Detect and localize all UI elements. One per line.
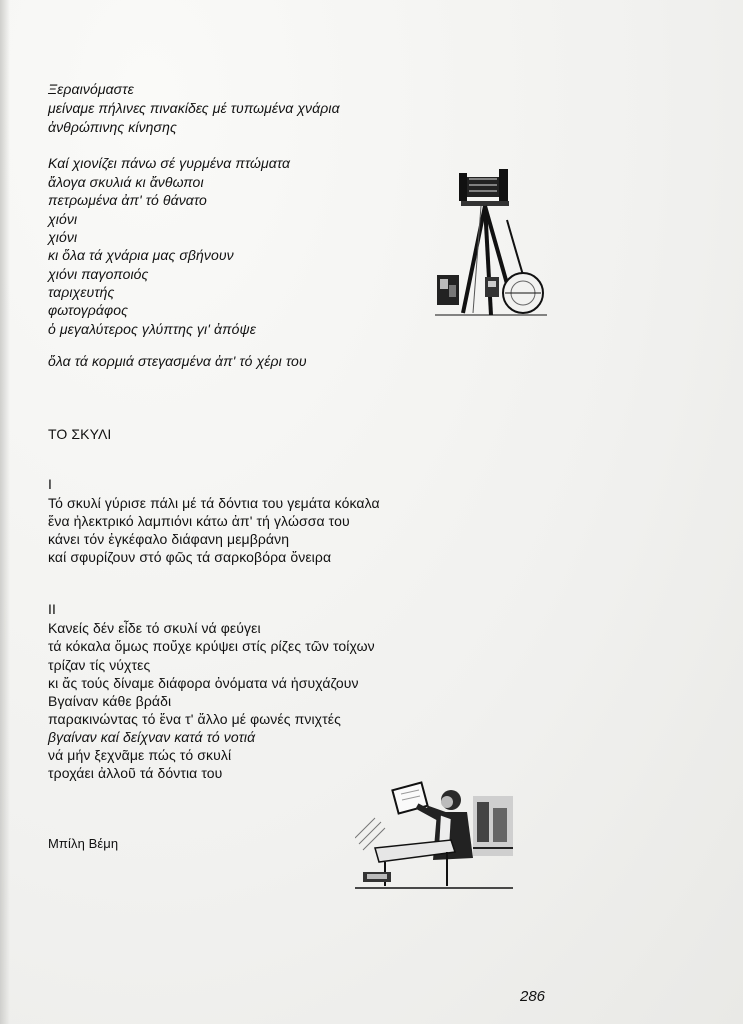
- poem2-line: Βγαίναν κάθε βράδι: [48, 693, 172, 709]
- poem1-line: χιόνι παγοποιός: [48, 266, 149, 282]
- photographer-illustration: [355, 778, 515, 892]
- poem2-line: νά μήν ξεχνᾶμε πώς τό σκυλί: [48, 747, 232, 763]
- poem1-line: χιόνι: [48, 211, 78, 227]
- poem1-line: πετρωμένα ἀπ' τό θάνατο: [48, 192, 207, 208]
- poem2-line: Κανείς δέν εἶδε τό σκυλί νά φεύγει: [48, 620, 261, 636]
- poem1-line: Ξεραινόμαστε: [48, 81, 134, 97]
- poem2-line: τροχάει ἀλλοῦ τά δόντια του: [48, 765, 223, 781]
- poem1-line: μείναμε πήλινες πινακίδες μέ τυπωμένα χνάρια: [48, 100, 340, 116]
- poem2-line: βγαίναν καί δείχναν κατά τό νοτιά: [48, 729, 256, 745]
- part-numeral: Ι: [48, 476, 52, 492]
- camera-tripod-illustration: [435, 165, 550, 320]
- poem1-line: ἄλογα σκυλιά κι ἄνθωποι: [48, 174, 204, 190]
- poem2-line: κάνει τόν ἐγκέφαλο διάφανη μεμβράνη: [48, 531, 290, 547]
- poem2-title: ΤΟ ΣΚΥΛΙ: [48, 426, 112, 442]
- part-numeral: ΙΙ: [48, 601, 56, 617]
- poem2-line: ἕνα ἠλεκτρικό λαμπιόνι κάτω ἀπ' τή γλώσσα του: [48, 513, 350, 529]
- poem1-line: κι ὅλα τά χνάρια μας σβήνουν: [48, 247, 234, 263]
- poem1-line: φωτογράφος: [48, 302, 129, 318]
- poem2-line: τρίζαν τίς νύχτες: [48, 657, 151, 673]
- poem1-line: ἀνθρώπινης κίνησης: [48, 119, 177, 135]
- page-edge-shadow: [0, 0, 10, 1024]
- poem1-line: χιόνι: [48, 229, 78, 245]
- poem1-line: ὅλα τά κορμιά στεγασμένα ἀπ' τό χέρι του: [48, 353, 307, 369]
- poem2-line: τά κόκαλα ὅμως ποὔχε κρύψει στίς ρίζες τῶν τοίχων: [48, 638, 375, 654]
- poem2-line: παρακινώντας τό ἕνα τ' ἄλλο μέ φωνές πνιχτές: [48, 711, 341, 727]
- poem2-line: κι ἄς τούς δίναμε διάφορα ὀνόματα νά ἡσυχάζουν: [48, 675, 359, 691]
- poem2-line: Τό σκυλί γύρισε πάλι μέ τά δόντια του γεμάτα κόκαλα: [48, 495, 380, 511]
- poem1-line: ταριχευτής: [48, 284, 115, 300]
- poem1-line: ὁ μεγαλύτερος γλύπτης γι' ἀπόψε: [48, 321, 256, 337]
- author-signature: Μπίλη Βέμη: [48, 836, 119, 851]
- poem2-line: καί σφυρίζουν στό φῶς τά σαρκοβόρα ὄνειρα: [48, 549, 332, 565]
- poem1-line: Καί χιονίζει πάνω σέ γυρμένα πτώματα: [48, 155, 291, 171]
- page-number: 286: [520, 988, 546, 1005]
